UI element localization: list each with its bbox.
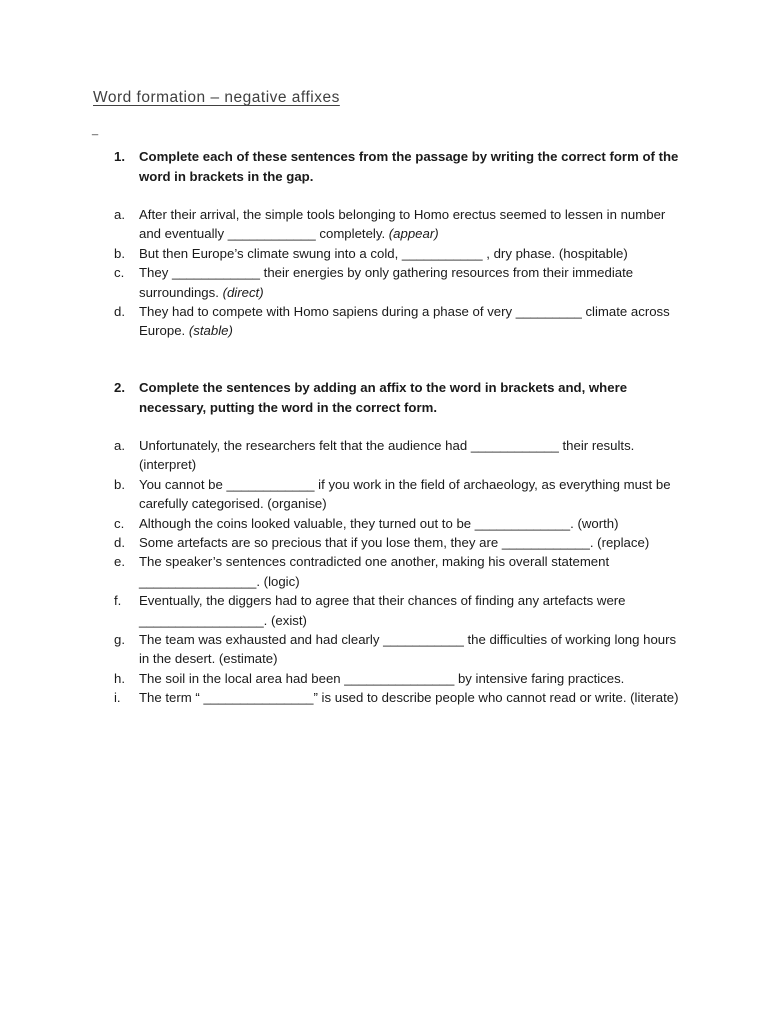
list-item	[114, 244, 684, 263]
item-letter: f.	[114, 593, 122, 609]
question-number: 1.	[114, 149, 125, 164]
list-item	[114, 436, 684, 475]
item-letter: b.	[114, 245, 125, 261]
item-letter: c.	[114, 265, 125, 281]
item-letter: i.	[114, 690, 121, 706]
item-sentence: Eventually, the diggers had to agree that their chances of finding any artefacts were _________________. (exist)	[139, 593, 626, 628]
list-item	[114, 475, 684, 514]
page-title: Word formation – negative affixes	[93, 89, 340, 106]
question-1-items	[114, 205, 684, 341]
item-text: They ____________ their energies by only gathering resources from their immediate surroundings.	[139, 265, 634, 300]
item-text: They had to compete with Homo sapiens during a phase of very _________ climate across Europe.	[139, 304, 670, 339]
item-sentence: The term “ _______________” is used to describe people who cannot read or write. (literate)	[139, 690, 679, 706]
question-1	[114, 147, 684, 341]
item-hint: (direct)	[222, 284, 264, 300]
list-item	[114, 591, 684, 630]
item-sentence: The speaker’s sentences contradicted one another, making his overall statement ________________. (logic)	[139, 554, 610, 589]
question-2	[114, 378, 684, 708]
item-sentence: Some artefacts are so precious that if you lose them, they are ____________. (replace)	[139, 535, 650, 551]
item-letter: d.	[114, 535, 125, 551]
question-instruction: Complete the sentences by adding an affix to the word in brackets and, where necessary, putting the word in the correct form.	[139, 380, 628, 415]
stray-underscore-mark: _	[92, 124, 99, 136]
item-text: After their arrival, the simple tools belonging to Homo erectus seemed to lessen in number and eventually ____________ completely.	[139, 207, 666, 242]
list-item	[114, 514, 684, 533]
item-sentence	[139, 205, 684, 244]
list-item	[114, 263, 684, 302]
item-letter: g.	[114, 632, 125, 648]
item-letter: a.	[114, 207, 125, 222]
item-sentence	[139, 302, 684, 341]
item-sentence	[139, 263, 684, 302]
item-sentence: But then Europe’s climate swung into a cold, ___________ , dry phase. (hospitable)	[139, 245, 628, 261]
question-1-heading	[114, 147, 684, 187]
item-sentence: You cannot be ____________ if you work in the field of archaeology, as everything must be carefully categorised. (organise)	[139, 476, 671, 512]
list-item	[114, 688, 684, 707]
item-letter: c.	[114, 515, 125, 531]
item-sentence: Although the coins looked valuable, they turned out to be _____________. (worth)	[139, 515, 619, 531]
list-item	[114, 205, 684, 244]
question-2-heading	[114, 378, 684, 418]
question-number: 2.	[114, 380, 125, 395]
item-sentence: The team was exhausted and had clearly ___________ the difficulties of working long hours in the desert. (estimate)	[139, 632, 677, 667]
item-letter: a.	[114, 438, 125, 453]
item-sentence: Unfortunately, the researchers felt that the audience had ____________ their results. (interpret)	[139, 438, 635, 473]
item-letter: d.	[114, 304, 125, 320]
list-item	[114, 669, 684, 688]
item-letter: h.	[114, 670, 125, 686]
item-hint: (appear)	[388, 226, 439, 242]
item-letter: b.	[114, 476, 125, 492]
question-instruction: Complete each of these sentences from the passage by writing the correct form of the word in brackets in the gap.	[139, 149, 679, 184]
item-letter: e.	[114, 554, 125, 570]
list-item	[114, 630, 684, 669]
list-item	[114, 533, 684, 552]
list-item	[114, 552, 684, 591]
question-2-items	[114, 436, 684, 708]
list-item	[114, 302, 684, 341]
item-sentence: The soil in the local area had been _______________ by intensive faring practices.	[139, 670, 625, 686]
item-hint: (stable)	[188, 323, 233, 339]
